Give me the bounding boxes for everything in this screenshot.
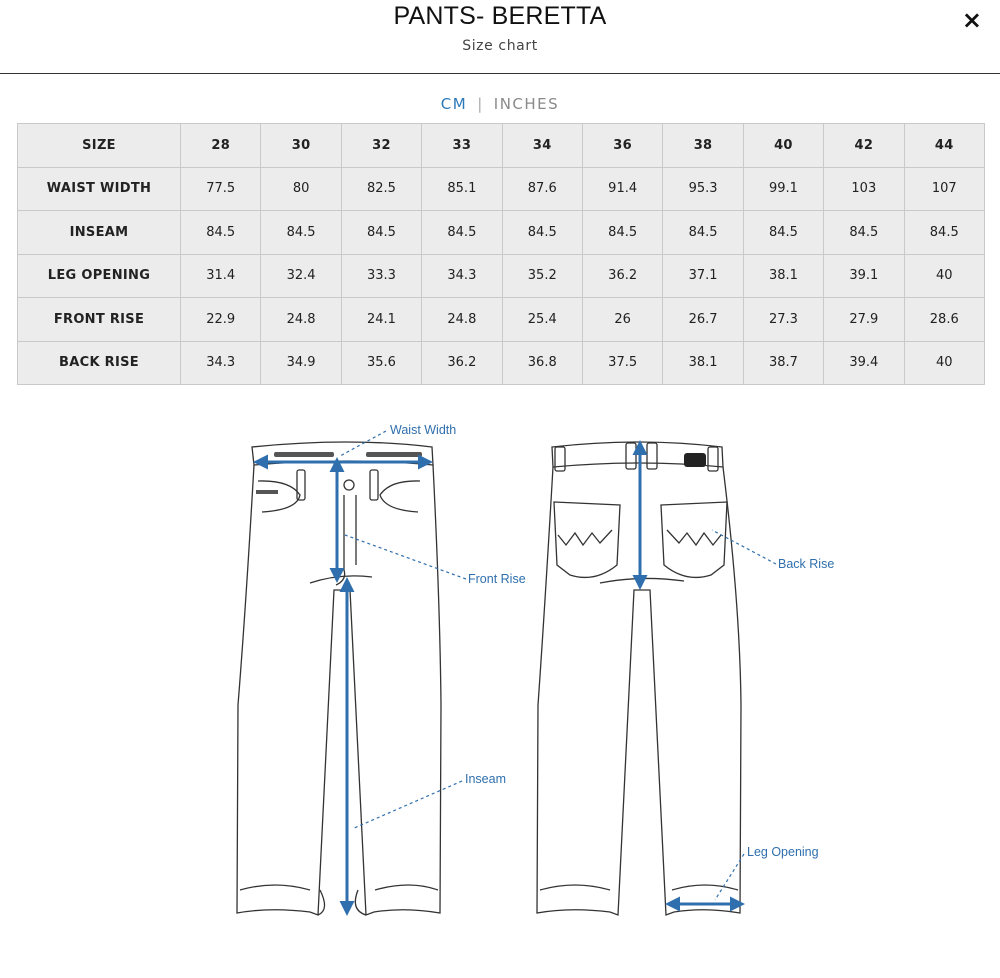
table-cell: 39.4 bbox=[824, 341, 904, 385]
table-header-size: 30 bbox=[261, 124, 341, 168]
table-cell: 84.5 bbox=[502, 211, 582, 255]
front-pants-illustration bbox=[237, 442, 441, 915]
callout-leaders bbox=[340, 431, 776, 900]
table-cell: 28.6 bbox=[904, 298, 984, 342]
table-header-size: 36 bbox=[582, 124, 662, 168]
table-cell: 82.5 bbox=[341, 167, 421, 211]
table-cell: 35.2 bbox=[502, 254, 582, 298]
table-cell: 91.4 bbox=[582, 167, 662, 211]
table-header-size: 28 bbox=[181, 124, 261, 168]
waist-width-label: Waist Width bbox=[390, 423, 457, 437]
table-row-label: FRONT RISE bbox=[18, 298, 181, 342]
table-header-size: 44 bbox=[904, 124, 984, 168]
table-cell: 85.1 bbox=[422, 167, 502, 211]
table-cell: 77.5 bbox=[181, 167, 261, 211]
table-cell: 26 bbox=[582, 298, 662, 342]
table-cell: 84.5 bbox=[824, 211, 904, 255]
table-cell: 99.1 bbox=[743, 167, 823, 211]
table-header-size: 34 bbox=[502, 124, 582, 168]
table-header-size: 42 bbox=[824, 124, 904, 168]
unit-inches-button[interactable]: INCHES bbox=[493, 95, 560, 113]
table-cell: 40 bbox=[904, 341, 984, 385]
table-row-label: INSEAM bbox=[18, 211, 181, 255]
leg-opening-label: Leg Opening bbox=[747, 845, 819, 859]
table-header-size: 33 bbox=[422, 124, 502, 168]
table-cell: 27.9 bbox=[824, 298, 904, 342]
table-cell: 24.8 bbox=[261, 298, 341, 342]
table-row-label: LEG OPENING bbox=[18, 254, 181, 298]
table-row bbox=[18, 254, 985, 298]
table-cell: 27.3 bbox=[743, 298, 823, 342]
modal-header bbox=[0, 0, 1000, 74]
table-cell: 34.9 bbox=[261, 341, 341, 385]
back-rise-label: Back Rise bbox=[778, 557, 835, 571]
table-cell: 84.5 bbox=[663, 211, 743, 255]
table-cell: 35.6 bbox=[341, 341, 421, 385]
table-cell: 24.1 bbox=[341, 298, 421, 342]
table-cell: 84.5 bbox=[582, 211, 662, 255]
measurement-arrows bbox=[256, 443, 742, 913]
table-row-label: WAIST WIDTH bbox=[18, 167, 181, 211]
table-cell: 80 bbox=[261, 167, 341, 211]
unit-cm-button[interactable]: CM bbox=[440, 95, 468, 113]
table-cell: 36.2 bbox=[582, 254, 662, 298]
table-cell: 36.2 bbox=[422, 341, 502, 385]
table-cell: 39.1 bbox=[824, 254, 904, 298]
front-rise-label: Front Rise bbox=[468, 572, 526, 586]
close-button[interactable]: × bbox=[961, 6, 982, 34]
unit-divider: | bbox=[477, 95, 484, 113]
table-cell: 38.1 bbox=[743, 254, 823, 298]
table-cell: 40 bbox=[904, 254, 984, 298]
table-header-size: 40 bbox=[743, 124, 823, 168]
table-header-size: 32 bbox=[341, 124, 421, 168]
table-cell: 36.8 bbox=[502, 341, 582, 385]
table-cell: 25.4 bbox=[502, 298, 582, 342]
table-cell: 84.5 bbox=[904, 211, 984, 255]
unit-toggle bbox=[0, 95, 1000, 113]
table-header-size-label: SIZE bbox=[18, 124, 181, 168]
page-subtitle: Size chart bbox=[462, 38, 538, 54]
table-row bbox=[18, 341, 985, 385]
table-cell: 84.5 bbox=[743, 211, 823, 255]
table-row-label: BACK RISE bbox=[18, 341, 181, 385]
size-table bbox=[17, 123, 985, 385]
page-title: PANTS- BERETTA bbox=[393, 2, 607, 30]
table-cell: 38.1 bbox=[663, 341, 743, 385]
table-row bbox=[18, 167, 985, 211]
table-cell: 33.3 bbox=[341, 254, 421, 298]
table-cell: 103 bbox=[824, 167, 904, 211]
table-cell: 84.5 bbox=[261, 211, 341, 255]
table-cell: 84.5 bbox=[422, 211, 502, 255]
inseam-label: Inseam bbox=[465, 772, 506, 786]
table-cell: 32.4 bbox=[261, 254, 341, 298]
table-cell: 95.3 bbox=[663, 167, 743, 211]
table-cell: 26.7 bbox=[663, 298, 743, 342]
table-cell: 37.1 bbox=[663, 254, 743, 298]
table-cell: 24.8 bbox=[422, 298, 502, 342]
table-cell: 34.3 bbox=[181, 341, 261, 385]
table-row bbox=[18, 298, 985, 342]
table-cell: 107 bbox=[904, 167, 984, 211]
table-cell: 37.5 bbox=[582, 341, 662, 385]
table-cell: 87.6 bbox=[502, 167, 582, 211]
table-cell: 84.5 bbox=[341, 211, 421, 255]
table-cell: 38.7 bbox=[743, 341, 823, 385]
table-header-size: 38 bbox=[663, 124, 743, 168]
table-cell: 84.5 bbox=[181, 211, 261, 255]
table-header-row bbox=[18, 124, 985, 168]
table-row bbox=[18, 211, 985, 255]
table-cell: 31.4 bbox=[181, 254, 261, 298]
table-cell: 34.3 bbox=[422, 254, 502, 298]
table-cell: 22.9 bbox=[181, 298, 261, 342]
measurement-diagram bbox=[0, 385, 1000, 978]
